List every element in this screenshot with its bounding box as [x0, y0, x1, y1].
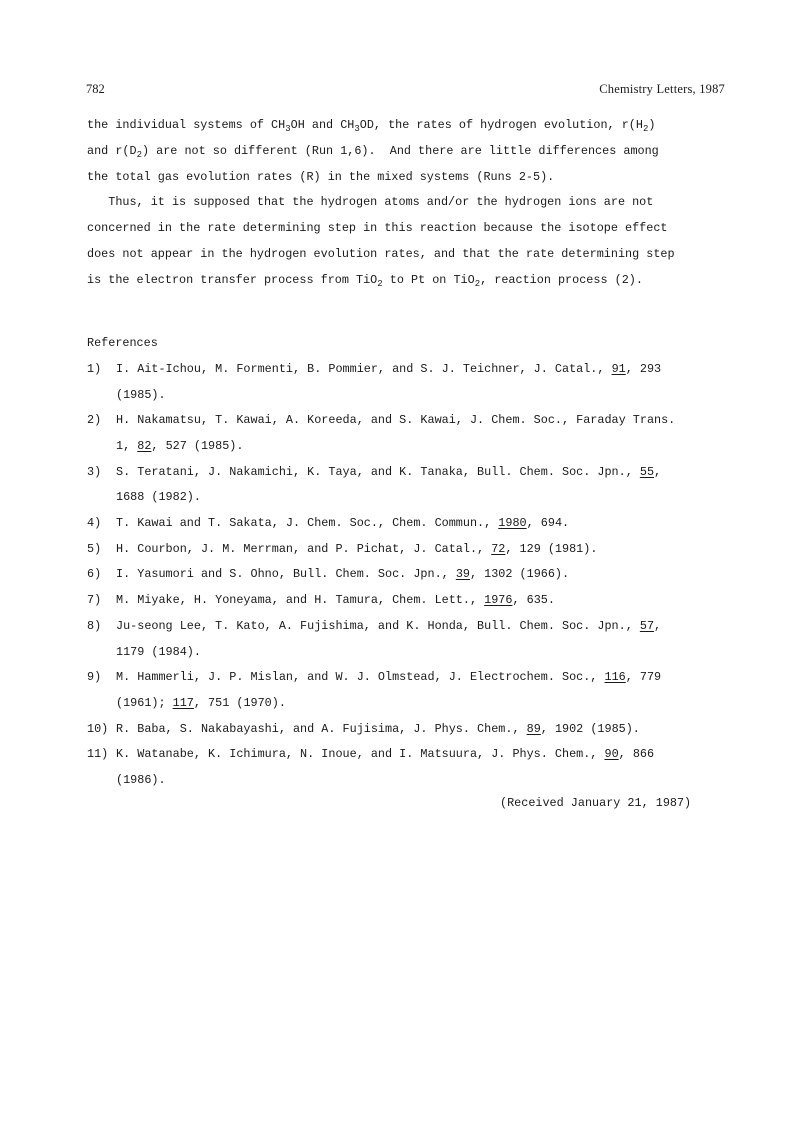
reference-text: R. Baba, S. Nakabayashi, and A. Fujisima, J. Phys. Chem., 89, 1902 (1985). — [116, 722, 640, 736]
reference-text: S. Teratani, J. Nakamichi, K. Taya, and K. Tanaka, Bull. Chem. Soc. Jpn., 55, — [116, 465, 662, 479]
reference-text: T. Kawai and T. Sakata, J. Chem. Soc., Chem. Commun., 1980, 694. — [116, 516, 570, 530]
reference-text: H. Courbon, J. M. Merrman, and P. Pichat, J. Catal., 72, 129 (1981). — [116, 542, 598, 556]
reference-text: 1179 (1984). — [116, 645, 201, 659]
text-line: is the electron transfer process from TiO$_2$ to Pt on TiO$_2$, reaction process (2). — [87, 273, 643, 289]
reference-text: Ju-seong Lee, T. Kato, A. Fujishima, and K. Honda, Bull. Chem. Soc. Jpn., 57, — [116, 619, 662, 633]
journal-header: Chemistry Letters, 1987 — [599, 82, 725, 96]
reference-number: 10) — [87, 722, 109, 736]
received-date: (Received January 21, 1987) — [500, 796, 692, 810]
text-line: the individual systems of $CH_3OH$ and $CH_3OD$, the rates of hydrogen evolution, $r(H_2)$ — [87, 118, 656, 134]
reference-number: 3) — [87, 465, 102, 479]
reference-text: 1, 82, 527 (1985). — [116, 439, 244, 453]
reference-text: I. Yasumori and S. Ohno, Bull. Chem. Soc. Jpn., 39, 1302 (1966). — [116, 567, 570, 581]
reference-text: (1961); 117, 751 (1970). — [116, 696, 286, 710]
reference-text: K. Watanabe, K. Ichimura, N. Inoue, and I. Matsuura, J. Phys. Chem., 90, 866 — [116, 747, 655, 761]
reference-number: 11) — [87, 747, 109, 761]
text-line: Thus, it is supposed that the hydrogen atoms and/or the hydrogen ions are not — [87, 195, 654, 209]
reference-number: 4) — [87, 516, 102, 530]
reference-text: I. Ait-Ichou, M. Formenti, B. Pommier, and S. J. Teichner, J. Catal., 91, 293 — [116, 362, 662, 376]
page-number: 782 — [86, 82, 105, 96]
reference-text: H. Nakamatsu, T. Kawai, A. Koreeda, and S. Kawai, J. Chem. Soc., Faraday Trans. — [116, 413, 676, 427]
text-line: concerned in the rate determining step in this reaction because the isotope effect — [87, 221, 668, 235]
reference-text: (1985). — [116, 388, 166, 402]
reference-number: 5) — [87, 542, 102, 556]
references-heading: References — [87, 336, 158, 350]
text-line: and $r(D_2)$ are not so different (Run 1,6). And there are little differences among — [87, 144, 659, 160]
text-line: the total gas evolution rates (R) in the mixed systems (Runs 2-5). — [87, 170, 555, 184]
reference-number: 8) — [87, 619, 102, 633]
reference-number: 1) — [87, 362, 102, 376]
text-line: does not appear in the hydrogen evolution rates, and that the rate determining step — [87, 247, 675, 261]
reference-text: 1688 (1982). — [116, 490, 201, 504]
reference-text: M. Miyake, H. Yoneyama, and H. Tamura, Chem. Lett., 1976, 635. — [116, 593, 555, 607]
reference-text: (1986). — [116, 773, 166, 787]
reference-text: M. Hammerli, J. P. Mislan, and W. J. Olmstead, J. Electrochem. Soc., 116, 779 — [116, 670, 662, 684]
reference-number: 2) — [87, 413, 102, 427]
reference-number: 9) — [87, 670, 102, 684]
reference-number: 6) — [87, 567, 102, 581]
reference-number: 7) — [87, 593, 102, 607]
